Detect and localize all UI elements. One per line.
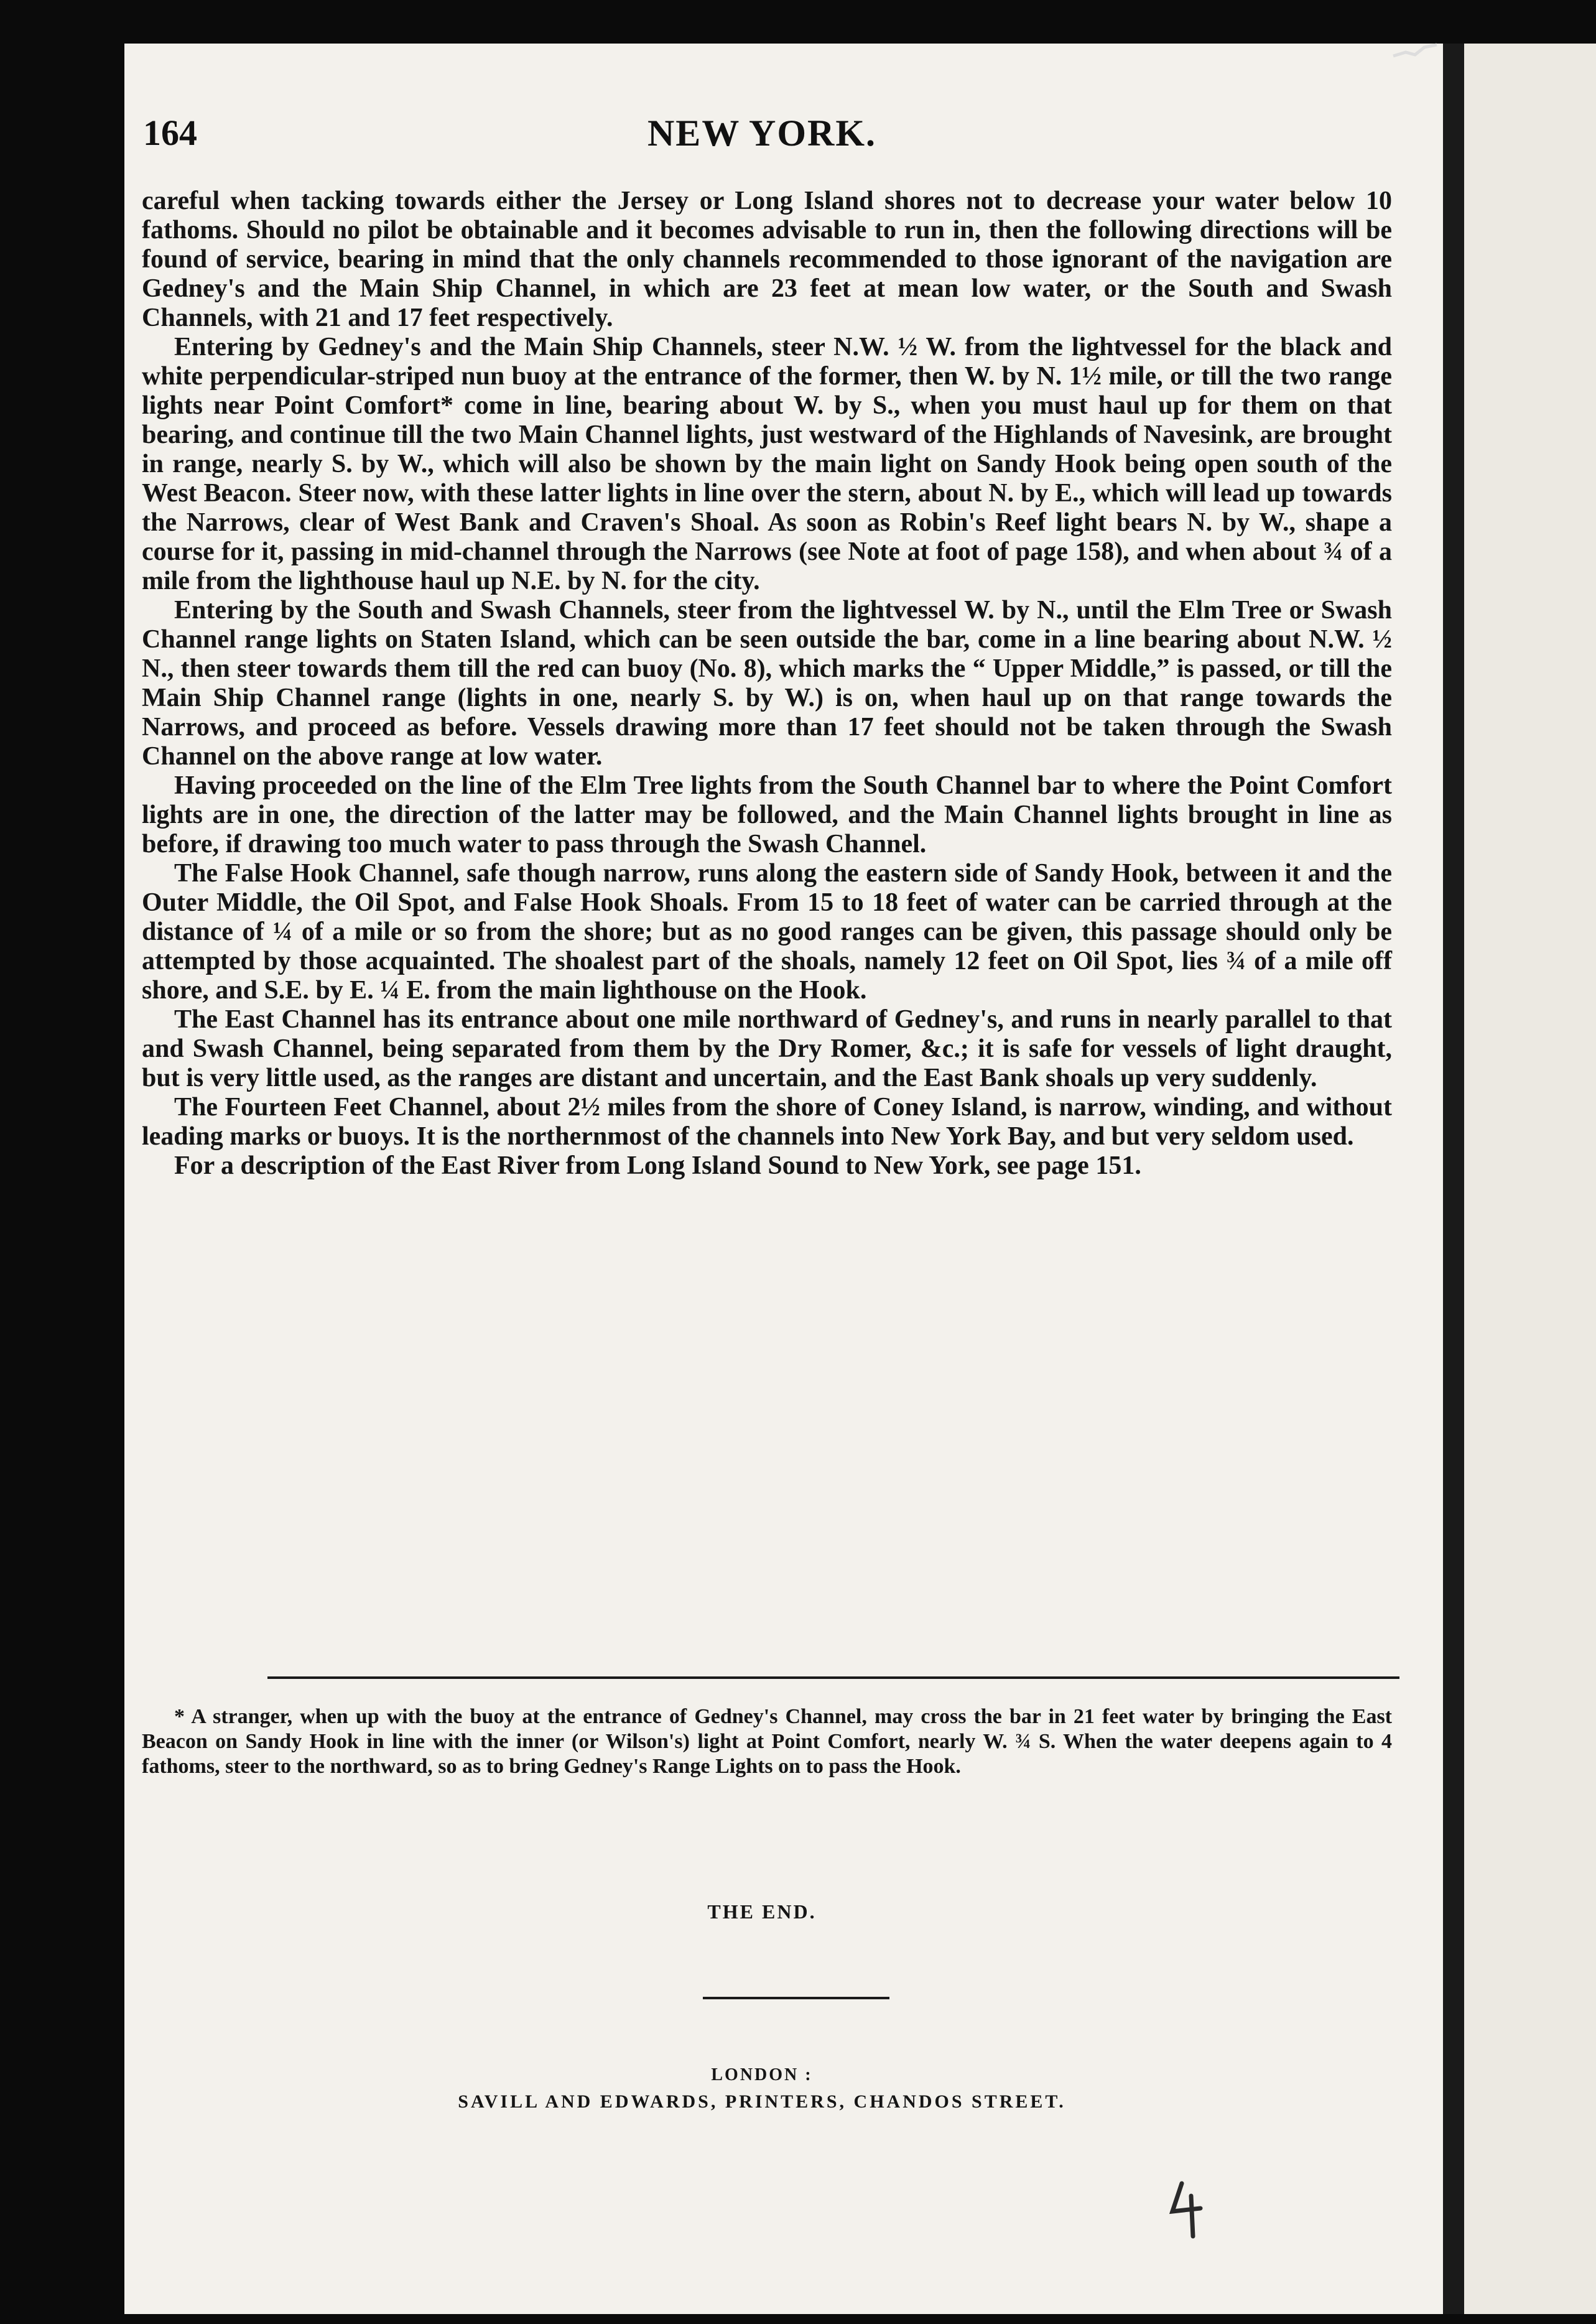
the-end-heading: THE END.: [707, 1900, 817, 1923]
paragraph-6: The East Channel has its entrance about one mile northward of Gedney's, and runs in nearly parallel to that and Swash Channel, being separated from them by the Dry Romer, &c.; it is safe for vessels of light draught, but is very little used, as the ranges are distant and uncertain, and the East Bank shoals up very suddenly.: [142, 1005, 1392, 1092]
corner-smudge-icon: [1387, 39, 1443, 63]
paragraph-8: For a description of the East River from Long Island Sound to New York, see page 151.: [174, 1151, 1141, 1180]
footnote-divider: [267, 1676, 1399, 1679]
paragraph-5: The False Hook Channel, safe though narrow, runs along the eastern side of Sandy Hook, between it and the Outer Middle, the Oil Spot, and False Hook Shoals. From 15 to 18 feet of water can be carried through at the distance of ¼ of a mile or so from the shore; but as no good ranges can be given, this passage should only be attempted by those acquainted. The shoalest part of the shoals, namely 12 feet on Oil Spot, lies ¾ of a mile off shore, and S.E. by E. ¼ E. from the main lighthouse on the Hook.: [142, 859, 1392, 1005]
paragraph-1: careful when tacking towards either the Jersey or Long Island shores not to decrease your water below 10 fathoms. Should no pilot be obtainable and it becomes advisable to run in, then the following directions will be found of service, bearing in mind that the only channels recommended to those ignorant of the navigation are Gedney's and the Main Ship Channel, in which are 23 feet at mean low water, or the South and Swash Channels, with 21 and 17 feet respectively.: [142, 187, 1392, 332]
footnote: [142, 1704, 1392, 1779]
imprint-printer: SAVILL AND EDWARDS, PRINTERS, CHANDOS STREET.: [458, 2091, 1066, 2112]
book-gutter: [1443, 44, 1464, 2314]
end-divider: [703, 1997, 889, 1999]
paragraph-4: Having proceeded on the line of the Elm Tree lights from the South Channel bar to where the Point Comfort lights are in one, the direction of the latter may be followed, and the Main Channel lights brought in line as before, if drawing too much water to pass through the Swash Channel.: [142, 771, 1392, 858]
paragraph-7: The Fourteen Feet Channel, about 2½ miles from the shore of Coney Island, is narrow, winding, and without leading marks or buoys. It is the northernmost of the channels into New York Bay, and but very seldom used.: [142, 1093, 1392, 1151]
page-header: [143, 112, 1381, 162]
imprint-city: LONDON :: [711, 2065, 813, 2085]
footnote-text: * A stranger, when up with the buoy at the entrance of Gedney's Channel, may cross the bar in 21 feet water by bringing the East Beacon on Sandy Hook in line with the inner (or Wilson's) light at Point Comfort, nearly W. ¾ S. When the water deepens again to 4 fathoms, steer to the northward, so as to bring Gedney's Range Lights on to pass the Hook.: [142, 1705, 1392, 1778]
paragraph-2: Entering by Gedney's and the Main Ship Channels, steer N.W. ½ W. from the lightvessel for the black and white perpendicular-striped nun buoy at the entrance of the former, then W. by N. 1½ mile, or till the two range lights near Point Comfort* come in line, bearing about W. by S., when you must haul up for them on that bearing, and continue till the two Main Channel lights, just westward of the Highlands of Navesink, are brought in range, nearly S. by W., which will also be shown by the main light on Sandy Hook being open south of the West Beacon. Steer now, with these latter lights in line over the stern, about N. by E., which will lead up towards the Narrows, clear of West Bank and Craven's Shoal. As soon as Robin's Reef light bears N. by W., shape a course for it, passing in mid-channel through the Narrows (see Note at foot of page 158), and when about ¾ of a mile from the lighthouse haul up N.E. by N. for the city.: [142, 333, 1392, 595]
running-title: NEW YORK.: [647, 113, 877, 154]
pencil-number-mark: [1157, 2177, 1219, 2246]
facing-page-edge: [1464, 44, 1596, 2314]
main-text: [142, 187, 1392, 1181]
paragraph-3: Entering by the South and Swash Channels, steer from the lightvessel W. by N., until the Elm Tree or Swash Channel range lights on Staten Island, which can be seen outside the bar, come in a line bearing about N.W. ½ N., then steer towards them till the red can buoy (No. 8), which marks the “ Upper Middle,” is passed, or till the Main Ship Channel range (lights in one, nearly S. by W.) is on, when haul up on that range towards the Narrows, and proceed as before. Vessels drawing more than 17 feet should not be taken through the Swash Channel on the above range at low water.: [142, 596, 1392, 771]
page-number: 164: [143, 113, 197, 153]
